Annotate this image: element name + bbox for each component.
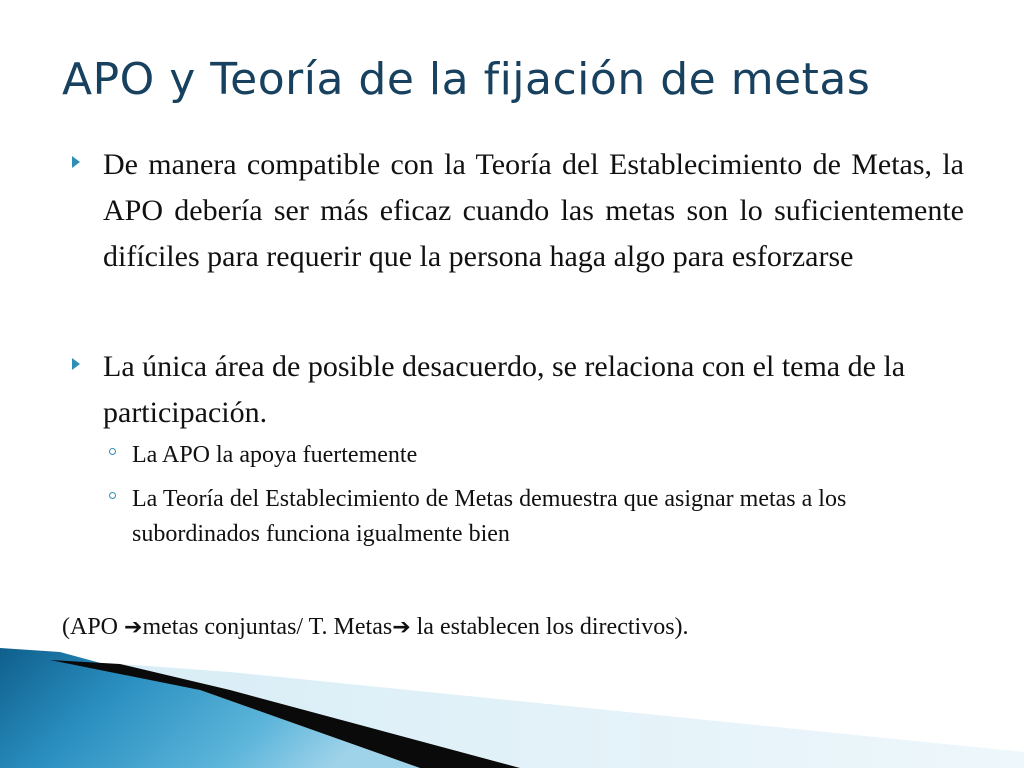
bullet-text: La única área de posible desacuerdo, se relaciona con el tema de la participación.: [103, 350, 906, 429]
right-arrow-icon: ➔: [392, 615, 411, 640]
footnote-part: la establecen los directivos).: [410, 614, 689, 640]
bullet-text: De manera compatible con la Teoría del Establecimiento de Metas, la APO debería ser más eficaz cuando las metas son lo suficientemente difíciles para requerir que la persona haga algo para esforzarse: [103, 148, 964, 273]
slide-title: APO y Teoría de la fijación de metas: [62, 54, 871, 105]
sub-bullet-text: La APO la apoya fuertemente: [132, 442, 418, 468]
footnote-part: metas conjuntas/ T. Metas: [142, 614, 393, 640]
sub-bullet-text: La Teoría del Establecimiento de Metas demuestra que asignar metas a los subordinados funciona igualmente bien: [132, 486, 847, 547]
right-arrow-icon: ➔: [124, 615, 143, 640]
footnote-part: (APO: [62, 614, 125, 640]
